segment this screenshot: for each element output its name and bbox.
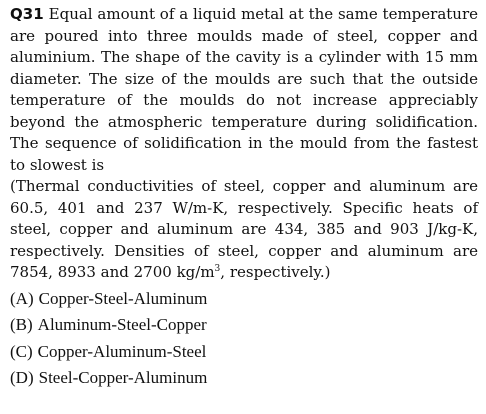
question-text: Equal amount of a liquid metal at the same temperature are poured into three moulds made of steel, copper and aluminium. The shape of the cavity is a cylinder with 15 mm diameter. The size of the moulds are such that the outside temperature of the moulds do not increase appreciably beyond the atmospheric temperature during solidification. The sequence of solidification in the mould from the fastest to slowest is [10,5,478,174]
option-b-label: (B) [10,315,33,334]
option-c-text: Copper-Aluminum-Steel [37,341,207,361]
question-number: Q31 [10,5,44,23]
option-d[interactable] [10,365,478,392]
question-stem [10,4,478,176]
option-a[interactable] [10,286,478,313]
option-d-text: Steel-Copper-Aluminum [38,368,208,387]
cubic-exponent: 3 [214,264,221,274]
material-data-ending: , respectively.) [220,263,331,281]
option-c[interactable] [10,339,478,366]
option-c-label: (C) [10,341,33,361]
material-data-text: (Thermal conductivities of steel, copper and aluminum are 60.5, 401 and 237 W/m-K, respectively. Specific heats of steel, copper and aluminum are 434, 385 and 903 J/kg-K, respectively. Densities of steel, copper and aluminum are 7854, 8933 and 2700 kg/m [10,177,478,281]
answer-options [10,286,478,392]
option-a-text: Copper-Steel-Aluminum [38,288,208,308]
option-d-label: (D) [10,368,34,387]
option-a-label: (A) [10,288,34,308]
option-b[interactable] [10,312,478,339]
material-data-note [10,176,478,284]
option-b-text: Aluminum-Steel-Copper [37,315,207,334]
